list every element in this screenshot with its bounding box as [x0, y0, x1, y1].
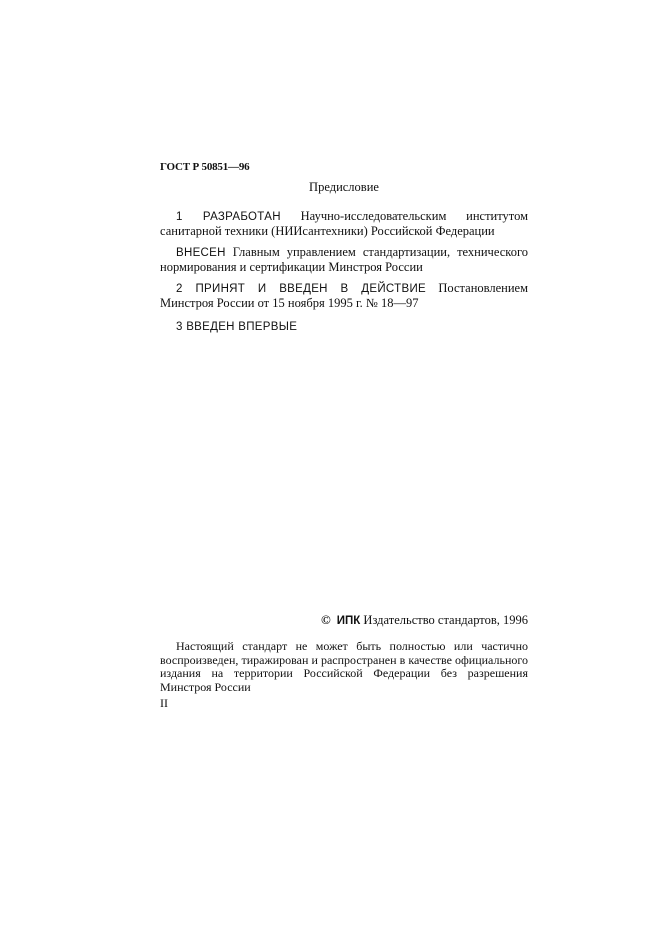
page-number: II — [160, 696, 168, 710]
preface-item-first-introduced — [160, 319, 528, 334]
developed-label: 1 РАЗРАБОТАН — [176, 211, 281, 223]
preface-item-developed — [160, 209, 528, 238]
adopted-text: Постановлением Минстроя России от 15 ноября 1995 г. № 18—97 — [160, 281, 528, 310]
preface-item-adopted — [160, 281, 528, 310]
developed-text: Научно-исследовательским институтом санитарной техники (НИИсантехники) Российской Федерации — [160, 209, 529, 238]
copyright-icon: © — [321, 612, 331, 627]
preface-item-introduced — [160, 245, 528, 274]
document-code: ГОСТ Р 50851—96 — [160, 161, 250, 173]
introduced-text: Главным управлением стандартизации, технического нормирования и сертификации Минстроя России — [160, 245, 529, 274]
copyright-notice: Настоящий стандарт не может быть полностью или частично воспроизведен, тиражирован и распространен в качестве официального издания на территории Российской Федерации без разрешения Минстроя России — [160, 639, 528, 694]
preface-title: Предисловие — [309, 180, 379, 194]
adopted-label: 2 ПРИНЯТ И ВВЕДЕН В ДЕЙСТВИЕ — [176, 283, 426, 295]
publisher-name: Издательство стандартов, 1996 — [363, 613, 528, 627]
introduced-label: ВНЕСЕН — [176, 247, 226, 259]
first-introduced-label: 3 ВВЕДЕН ВПЕРВЫЕ — [176, 321, 298, 333]
copyright-line — [160, 612, 528, 628]
publisher-abbr: ИПК — [336, 615, 361, 627]
